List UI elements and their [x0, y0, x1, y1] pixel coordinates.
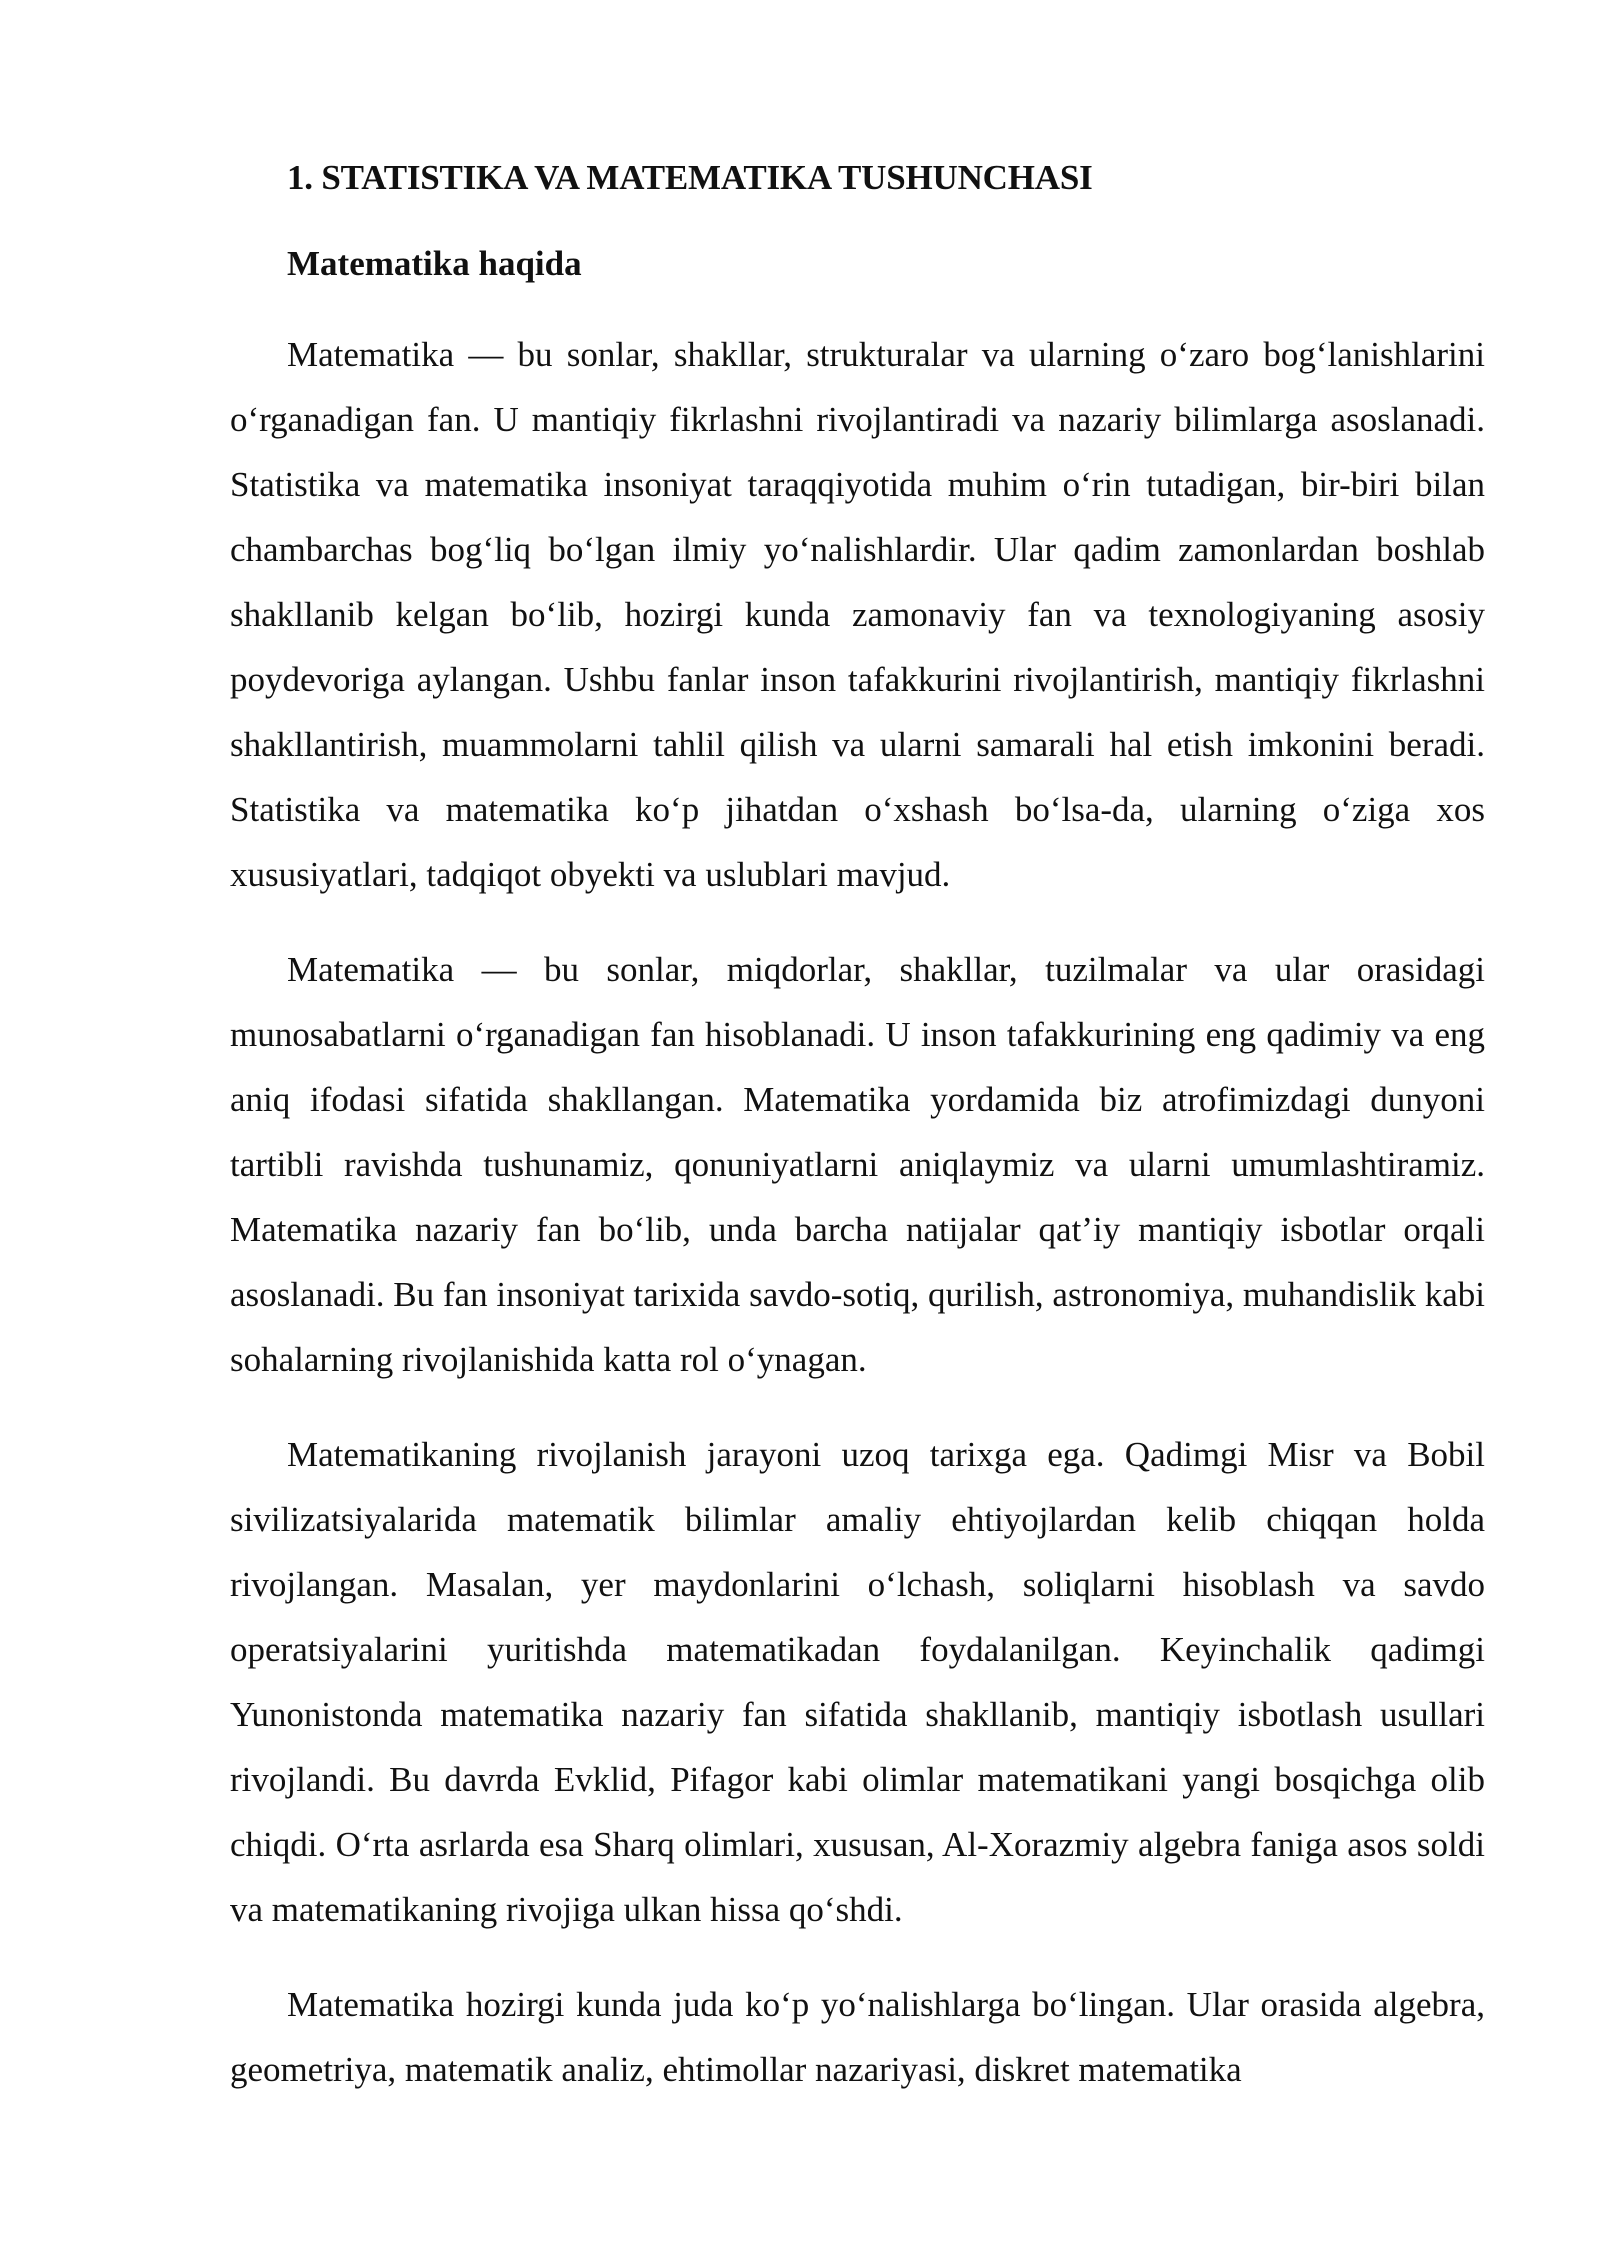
- paragraph-1: Matematika — bu sonlar, shakllar, strukturalar va ularning o‘zaro bog‘lanishlarini o‘rganadigan fan. U mantiqiy fikrlashni rivojlantiradi va nazariy bilimlarga asoslanadi. Statistika va matematika insoniyat taraqqiyotida muhim o‘rin tutadigan, bir-biri bilan chambarchas bog‘liq bo‘lgan ilmiy yo‘nalishlardir. Ular qadim zamonlardan boshlab shakllanib kelgan bo‘lib, hozirgi kunda zamonaviy fan va texnologiyaning asosiy poydevoriga aylangan. Ushbu fanlar inson tafakkurini rivojlantirish, mantiqiy fikrlashni shakllantirish, muammolarni tahlil qilish va ularni samarali hal etish imkonini beradi. Statistika va matematika ko‘p jihatdan o‘xshash bo‘lsa-da, ularning o‘ziga xos xususiyatlari, tadqiqot obyekti va uslublari mavjud.: [230, 335, 1485, 894]
- paragraph-4: Matematika hozirgi kunda juda ko‘p yo‘nalishlarga bo‘lingan. Ular orasida algebra, geometriya, matematik analiz, ehtimollar nazariyasi, diskret matematika: [230, 1985, 1485, 2089]
- document-body: [230, 150, 1485, 2102]
- section-heading: 1. STATISTIKA VA MATEMATIKA TUSHUNCHASI: [287, 158, 1093, 197]
- paragraph-2: Matematika — bu sonlar, miqdorlar, shakllar, tuzilmalar va ular orasidagi munosabatlarni o‘rganadigan fan hisoblanadi. U inson tafakkurining eng qadimiy va eng aniq ifodasi sifatida shakllangan. Matematika yordamida biz atrofimizdagi dunyoni tartibli ravishda tushunamiz, qonuniyatlarni aniqlaymiz va ularni umumlashtiramiz. Matematika nazariy fan bo‘lib, unda barcha natijalar qat’iy mantiqiy isbotlar orqali asoslanadi. Bu fan insoniyat tarixida savdo-sotiq, qurilish, astronomiya, muhandislik kabi sohalarning rivojlanishida katta rol o‘ynagan.: [230, 950, 1485, 1379]
- subsection-heading: Matematika haqida: [287, 244, 582, 283]
- paragraph-3: Matematikaning rivojlanish jarayoni uzoq tarixga ega. Qadimgi Misr va Bobil sivilizatsiyalarida matematik bilimlar amaliy ehtiyojlardan kelib chiqqan holda rivojlangan. Masalan, yer maydonlarini o‘lchash, soliqlarni hisoblash va savdo operatsiyalarini yuritishda matematikadan foydalanilgan. Keyinchalik qadimgi Yunonistonda matematika nazariy fan sifatida shakllanib, mantiqiy isbotlash usullari rivojlandi. Bu davrda Evklid, Pifagor kabi olimlar matematikani yangi bosqichga olib chiqdi. O‘rta asrlarda esa Sharq olimlari, xususan, Al-Xorazmiy algebra faniga asos soldi va matematikaning rivojiga ulkan hissa qo‘shdi.: [230, 1435, 1485, 1929]
